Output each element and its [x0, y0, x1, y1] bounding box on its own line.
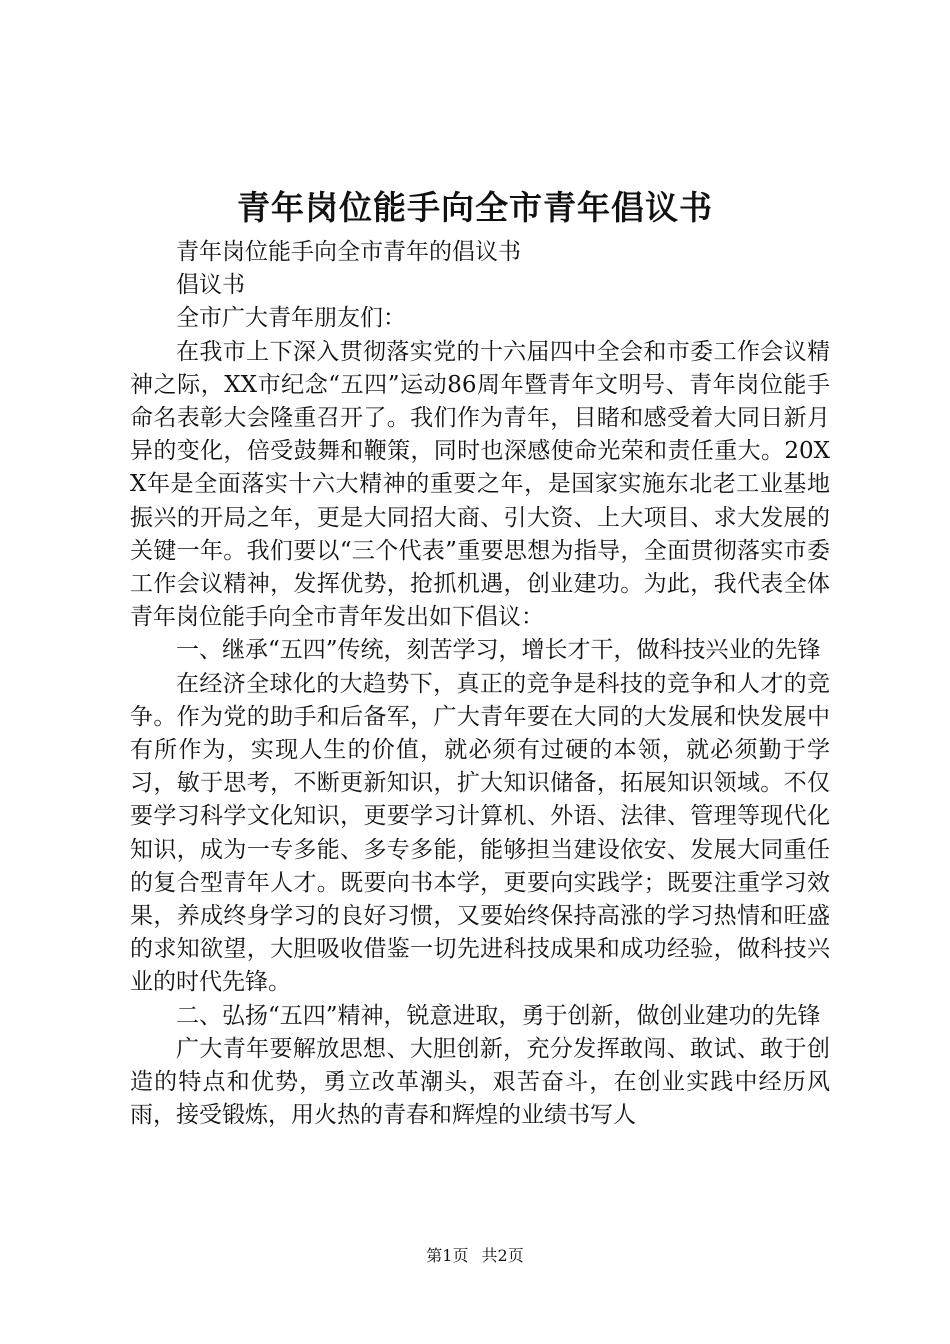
section-heading-2: 二、弘扬“五四”精神，锐意进取，勇于创新，做创业建功的先锋: [176, 1002, 821, 1029]
page-number-current: 第1页: [426, 1246, 469, 1265]
page-footer: [0, 1245, 950, 1267]
page-number-total: 共2页: [481, 1246, 524, 1265]
section-heading-1: 一、继承“五四”传统，刻苦学习，增长才干，做科技兴业的先锋: [176, 637, 821, 664]
paragraph-salutation: 全市广大青年朋友们：: [176, 305, 406, 332]
document-body: [130, 236, 830, 1132]
paragraph-intro: 在我市上下深入贯彻落实党的十六届四中全会和市委工作会议精神之际，XX市纪念“五四”运动86周年暨青年文明号、青年岗位能手命名表彰大会隆重召开了。我们作为青年，目睹和感受着大同日新月异的变化，倍受鼓舞和鞭策，同时也深感使命光荣和责任重大。20XX年是全面落实十六大精神的重要之年，是国家实施东北老工业基地振兴的开局之年，更是大同招大商、引大资、上大项目、求大发展的关键一年。我们要以“三个代表”重要思想为指导，全面贯彻落实市委工作会议精神，发挥优势，抢抓机遇，创业建功。为此，我代表全体青年岗位能手向全市青年发出如下倡议：: [130, 338, 830, 631]
document-title: 青年岗位能手向全市青年倡议书: [237, 188, 713, 227]
paragraph-section-2: 广大青年要解放思想、大胆创新，充分发挥敢闯、敢试、敢于创造的特点和优势，勇立改革潮头，艰苦奋斗，在创业实践中经历风雨，接受锻炼，用火热的青春和辉煌的业绩书写人: [130, 1035, 830, 1129]
paragraph-subtitle: 青年岗位能手向全市青年的倡议书: [176, 239, 521, 265]
paragraph-heading: 倡议书: [176, 272, 245, 299]
paragraph-section-1: 在经济全球化的大趋势下，真正的竞争是科技的竞争和人才的竞争。作为党的助手和后备军，广大青年要在大同的大发展和快发展中有所作为，实现人生的价值，就必须有过硬的本领，就必须勤于学习，敏于思考，不断更新知识，扩大知识储备，拓展知识领域。不仅要学习科学文化知识，更要学习计算机、外语、法律、管理等现代化知识，成为一专多能、多专多能，能够担当建设依安、发展大同重任的复合型青年人才。既要向书本学，更要向实践学；既要注重学习效果，养成终身学习的良好习惯，又要始终保持高涨的学习热情和旺盛的求知欲望，大胆吸收借鉴一切先进科技成果和成功经验，做科技兴业的时代先锋。: [130, 670, 830, 996]
